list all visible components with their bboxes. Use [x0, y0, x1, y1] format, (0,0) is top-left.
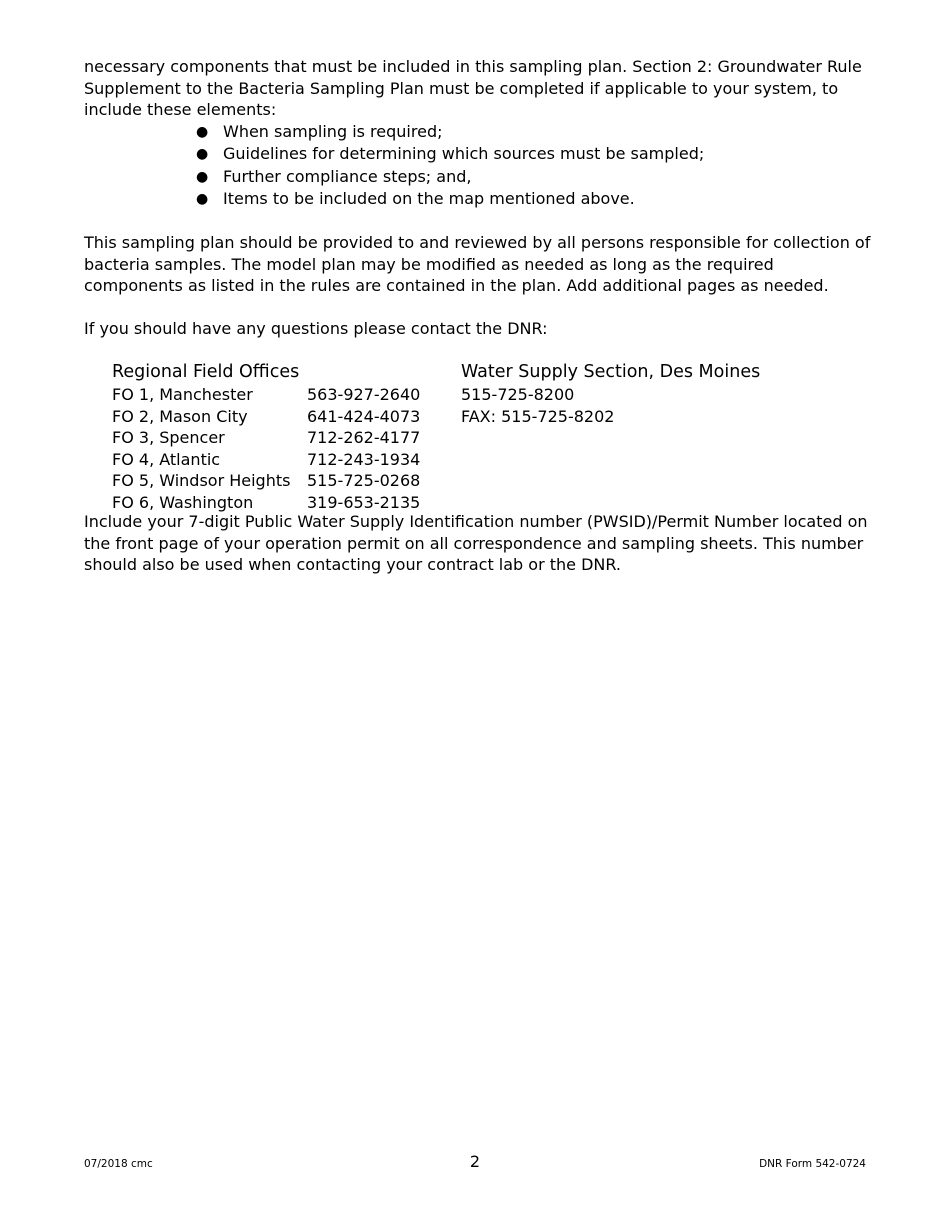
list-item: ● Items to be included on the map mentioned above.	[84, 188, 874, 211]
office-name: FO 4, Atlantic	[112, 449, 221, 469]
page-footer	[84, 1150, 866, 1174]
office-row	[112, 427, 421, 449]
list-item: ● Guidelines for determining which sources must be sampled;	[84, 143, 874, 166]
office-phone: 515-725-0268	[307, 471, 421, 490]
water-supply-section	[461, 361, 760, 427]
water-supply-fax: FAX: 515-725-8202	[461, 406, 615, 426]
form-number: DNR Form 542-0724	[759, 1158, 866, 1170]
office-row	[112, 492, 421, 514]
list-item: ● When sampling is required;	[84, 121, 874, 144]
office-phone: 319-653-2135	[307, 492, 421, 512]
water-supply-phone: 515-725-8200	[461, 385, 575, 404]
office-name: FO 1, Manchester	[112, 385, 253, 404]
office-phone: 712-243-1934	[307, 449, 421, 469]
elements-list	[84, 121, 874, 211]
bullet-icon: ●	[196, 168, 209, 185]
page-number: 2	[469, 1152, 481, 1171]
contact-directory	[84, 361, 874, 511]
office-phone: 641-424-4073	[307, 406, 421, 426]
list-item: ● Further compliance steps; and,	[84, 166, 874, 189]
footer-revision-date: 07/2018 cmc	[84, 1158, 153, 1170]
office-phone: 563-927-2640	[307, 385, 421, 404]
office-phone: 712-262-4177	[307, 428, 421, 447]
regional-offices-heading: Regional Field Offices	[112, 362, 300, 382]
bullet-icon: ●	[196, 146, 209, 162]
office-row	[112, 470, 421, 492]
bullet-icon: ●	[196, 123, 209, 140]
document-body	[84, 56, 874, 576]
bullet-icon: ●	[196, 191, 209, 207]
office-name: FO 2, Mason City	[112, 406, 248, 426]
office-row	[112, 449, 421, 471]
office-row	[112, 406, 421, 428]
questions-line: If you should have any questions please contact the DNR:	[84, 319, 548, 338]
office-row	[112, 384, 421, 406]
office-name: FO 5, Windsor Heights	[112, 471, 291, 490]
pwsid-paragraph: Include your 7-digit Public Water Supply Identification number (PWSID)/Permit Number located on the front page of your operation permit on all correspondence and sampling sheets. This number should also be used when contacting your contract lab or the DNR.	[84, 512, 868, 574]
review-paragraph: This sampling plan should be provided to and reviewed by all persons responsible for collection of bacteria samples. The model plan may be modified as needed as long as the required components as listed in the rules are contained in the plan. Add additional pages as needed.	[84, 233, 871, 295]
regional-offices	[112, 361, 421, 513]
water-supply-heading: Water Supply Section, Des Moines	[461, 362, 761, 382]
intro-paragraph: necessary components that must be included in this sampling plan. Section 2: Groundwater Rule Supplement to the Bacteria Sampling Plan must be completed if applicable to your system, to include these elements:	[84, 57, 862, 119]
office-name: FO 3, Spencer	[112, 428, 225, 447]
office-name: FO 6, Washington	[112, 492, 254, 512]
